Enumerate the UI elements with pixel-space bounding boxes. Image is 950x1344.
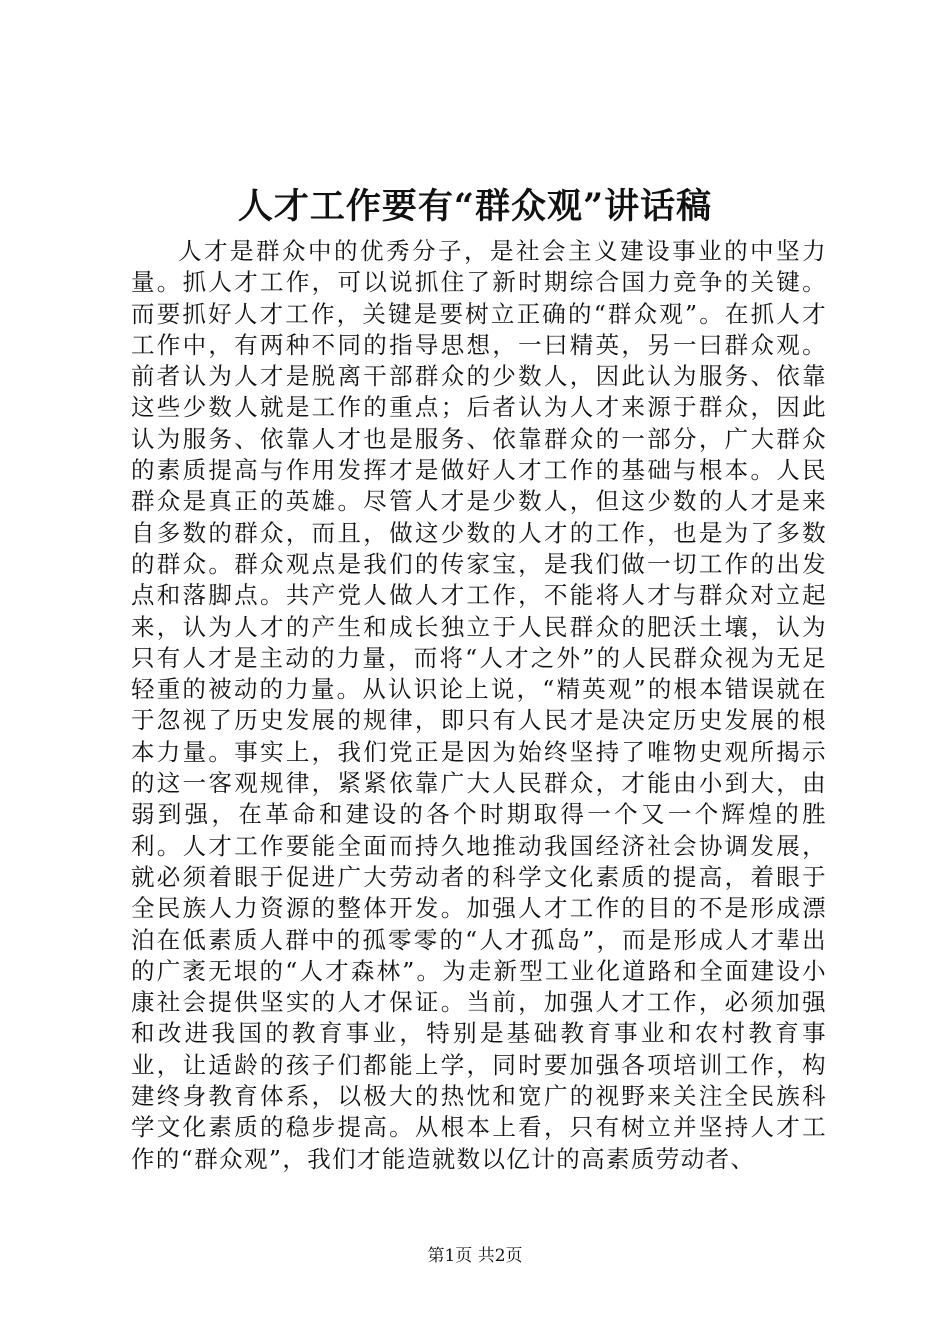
document-title: 人才工作要有“群众观”讲话稿 xyxy=(237,186,713,227)
body-paragraph: 人才是群众中的优秀分子，是社会主义建设事业的中坚力量。抓人才工作，可以说抓住了新时期综合国力竞争的关键。而要抓好人才工作，关键是要树立正确的“群众观”。在抓人才工作中，有两种不同的指导思想，一曰精英，另一曰群众观。前者认为人才是脱离干部群众的少数人，因此认为服务、依靠这些少数人就是工作的重点；后者认为人才来源于群众，因此认为服务、依靠人才也是服务、依靠群众的一部分，广大群众的素质提高与作用发挥才是做好人才工作的基础与根本。人民群众是真正的英雄。尽管人才是少数人，但这少数的人才是来自多数的群众，而且，做这少数的人才的工作，也是为了多数的群众。群众观点是我们的传家宝，是我们做一切工作的出发点和落脚点。共产党人做人才工作，不能将人才与群众对立起来，认为人才的产生和成长独立于人民群众的肥沃土壤，认为只有人才是主动的力量，而将“人才之外”的人民群众视为无足轻重的被动的力量。从认识论上说，“精英观”的根本错误就在于忽视了历史发展的规律，即只有人民才是决定历史发展的根本力量。事实上，我们党正是因为始终坚持了唯物史观所揭示的这一客观规律，紧紧依靠广大人民群众，才能由小到大，由弱到强，在革命和建设的各个时期取得一个又一个辉煌的胜利。人才工作要能全面而持久地推动我国经济社会协调发展，就必须着眼于促进广大劳动者的科学文化素质的提高，着眼于全民族人力资源的整体开发。加强人才工作的目的不是形成漂泊在低素质人群中的孤零零的“人才孤岛”，而是形成人才辈出的广袤无垠的“人才森林”。为走新型工业化道路和全面建设小康社会提供坚实的人才保证。当前，加强人才工作，必须加强和改进我国的教育事业，特别是基础教育事业和农村教育事业，让适龄的孩子们都能上学，同时要加强各项培训工作，构建终身教育体系，以极大的热忱和宽广的视野来关注全民族科学文化素质的稳步提高。从根本上看，只有树立并坚持人才工作的“群众观”，我们才能造就数以亿计的高素质劳动者、 xyxy=(131,237,827,1173)
page-number-footer: 第1页 共2页 xyxy=(427,1246,523,1266)
